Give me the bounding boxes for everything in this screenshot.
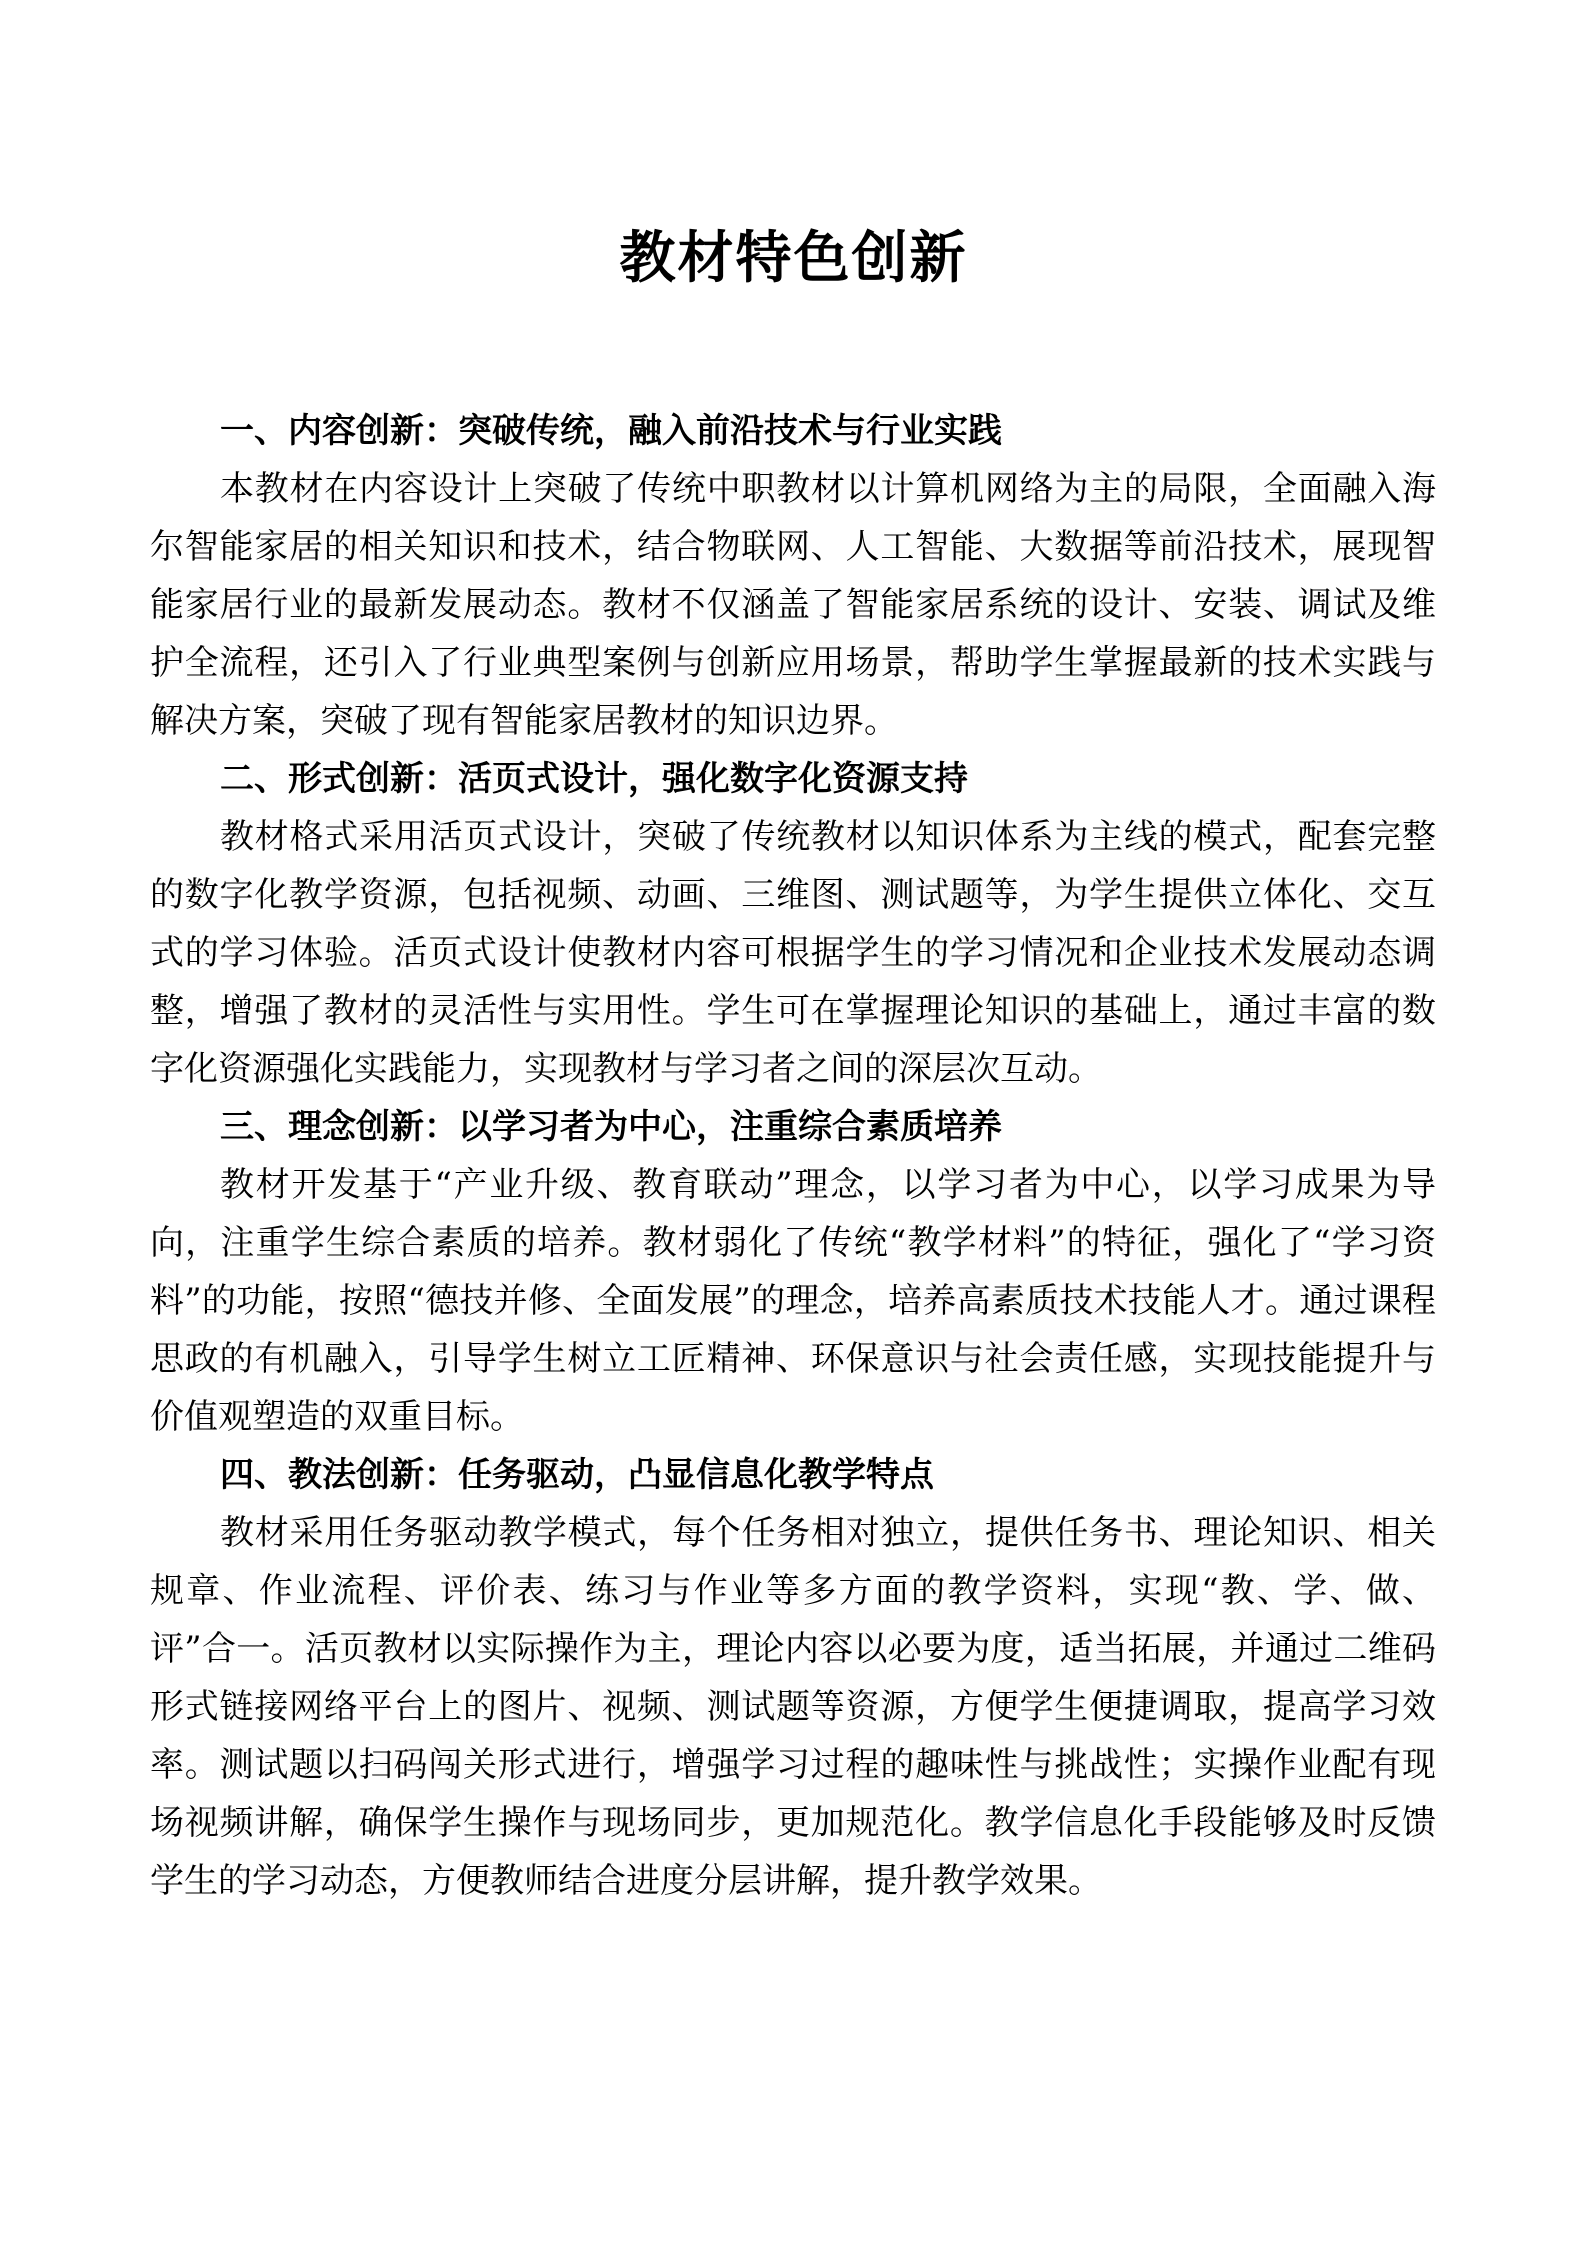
section-paragraph-teaching-method-innovation: 教材采用任务驱动教学模式，每个任务相对独立，提供任务书、理论知识、相关规章、作业流程、评价表、练习与作业等多方面的教学资料，实现“教、学、做、评”合一。活页教材以实际操作为主，理论内容以必要为度，适当拓展，并通过二维码形式链接网络平台上的图片、视频、测试题等资源，方便学生便捷调取，提高学习效率。测试题以扫码闯关形式进行，增强学习过程的趣味性与挑战性；实操作业配有现场视频讲解，确保学生操作与现场同步，更加规范化。教学信息化手段能够及时反馈学生的学习动态，方便教师结合进度分层讲解，提升教学效果。 bbox=[150, 1513, 1436, 1901]
section-paragraph-concept-innovation: 教材开发基于“产业升级、教育联动”理念，以学习者为中心，以学习成果为导向，注重学生综合素质的培养。教材弱化了传统“教学材料”的特征，强化了“学习资料”的功能，按照“德技并修、全面发展”的理念，培养高素质技术技能人才。通过课程思政的有机融入，引导学生树立工匠精神、环保意识与社会责任感，实现技能提升与价值观塑造的双重目标。 bbox=[150, 1165, 1436, 1437]
section-heading-concept-innovation: 三、理念创新：以学习者为中心，注重综合素质培养 bbox=[220, 1107, 1002, 1147]
section-heading-content-innovation: 一、内容创新：突破传统，融入前沿技术与行业实践 bbox=[220, 411, 1002, 451]
document-body bbox=[150, 402, 1436, 1910]
section-heading-teaching-method-innovation: 四、教法创新：任务驱动，凸显信息化教学特点 bbox=[220, 1455, 934, 1495]
page-title: 教材特色创新 bbox=[619, 225, 968, 291]
section-heading-form-innovation: 二、形式创新：活页式设计，强化数字化资源支持 bbox=[220, 759, 968, 799]
section-paragraph-form-innovation: 教材格式采用活页式设计，突破了传统教材以知识体系为主线的模式，配套完整的数字化教学资源，包括视频、动画、三维图、测试题等，为学生提供立体化、交互式的学习体验。活页式设计使教材内容可根据学生的学习情况和企业技术发展动态调整，增强了教材的灵活性与实用性。学生可在掌握理论知识的基础上，通过丰富的数字化资源强化实践能力，实现教材与学习者之间的深层次互动。 bbox=[150, 817, 1436, 1089]
section-paragraph-content-innovation: 本教材在内容设计上突破了传统中职教材以计算机网络为主的局限，全面融入海尔智能家居的相关知识和技术，结合物联网、人工智能、大数据等前沿技术，展现智能家居行业的最新发展动态。教材不仅涵盖了智能家居系统的设计、安装、调试及维护全流程，还引入了行业典型案例与创新应用场景，帮助学生掌握最新的技术实践与解决方案，突破了现有智能家居教材的知识边界。 bbox=[150, 469, 1436, 741]
